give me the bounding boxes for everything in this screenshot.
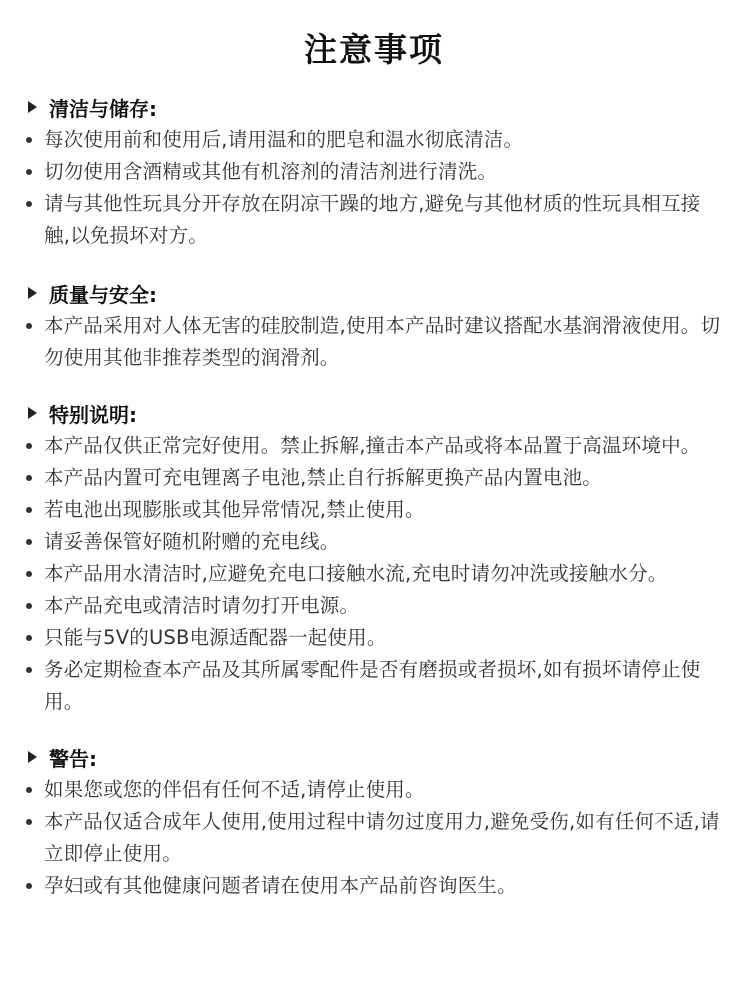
bullet-dot-icon <box>26 323 32 329</box>
list-item-text: 请妥善保管好随机附赠的充电线。 <box>44 530 340 553</box>
list-item <box>26 310 722 374</box>
bullet-dot-icon <box>26 571 32 577</box>
list-item-text: 本产品采用对人体无害的硅胶制造,使用本产品时建议搭配水基润滑液使用。切勿使用其他非推荐类型的润滑剂。 <box>44 314 721 369</box>
triangle-bullet-icon <box>28 407 37 419</box>
bullet-dot-icon <box>26 169 32 175</box>
triangle-bullet-icon <box>28 287 37 299</box>
list-item-text: 只能与5V的USB电源适配器一起使用。 <box>44 626 387 649</box>
section-heading-text: 警告: <box>49 746 97 771</box>
bullet-dot-icon <box>26 137 32 143</box>
bullet-dot-icon <box>26 667 32 673</box>
list-item <box>26 590 722 622</box>
section-heading-text: 清洁与储存: <box>49 96 157 121</box>
section-heading-text: 特别说明: <box>49 402 137 427</box>
list-item-text: 孕妇或有其他健康问题者请在使用本产品前咨询医生。 <box>44 874 517 897</box>
list-item <box>26 558 722 590</box>
section-special-notes <box>26 396 722 718</box>
list-item <box>26 494 722 526</box>
bullet-dot-icon <box>26 819 32 825</box>
bullet-dot-icon <box>26 883 32 889</box>
bullet-dot-icon <box>26 635 32 641</box>
bullet-list <box>26 430 722 718</box>
list-item <box>26 654 722 718</box>
triangle-bullet-icon <box>28 101 37 113</box>
triangle-bullet-icon <box>28 751 37 763</box>
list-item <box>26 870 722 902</box>
bullet-list <box>26 124 722 252</box>
list-item-text: 本产品内置可充电锂离子电池,禁止自行拆解更换产品内置电池。 <box>44 466 602 489</box>
bullet-dot-icon <box>26 443 32 449</box>
list-item-text: 每次使用前和使用后,请用温和的肥皂和温水彻底清洁。 <box>44 128 524 151</box>
page-title: 注意事项 <box>304 30 444 69</box>
list-item-text: 请与其他性玩具分开存放在阴凉干躁的地方,避免与其他材质的性玩具相互接触,以免损坏对方。 <box>44 192 701 247</box>
section-heading <box>26 276 722 310</box>
section-quality-safety <box>26 276 722 374</box>
list-item <box>26 806 722 870</box>
section-heading <box>26 396 722 430</box>
list-item-text: 务必定期检查本产品及其所属零配件是否有磨损或者损坏,如有损坏请停止使用。 <box>44 658 701 713</box>
list-item <box>26 124 722 156</box>
list-item <box>26 622 722 654</box>
section-cleaning-storage <box>26 90 722 252</box>
bullet-dot-icon <box>26 475 32 481</box>
list-item <box>26 156 722 188</box>
section-warning <box>26 740 722 902</box>
list-item <box>26 188 722 252</box>
list-item-text: 若电池出现膨胀或其他异常情况,禁止使用。 <box>44 498 425 521</box>
bullet-dot-icon <box>26 539 32 545</box>
bullet-dot-icon <box>26 603 32 609</box>
list-item <box>26 774 722 806</box>
list-item <box>26 462 722 494</box>
list-item-text: 本产品仅适合成年人使用,使用过程中请勿过度用力,避免受伤,如有任何不适,请立即停止使用。 <box>44 810 720 865</box>
list-item-text: 如果您或您的伴侣有任何不适,请停止使用。 <box>44 778 425 801</box>
bullet-list <box>26 774 722 902</box>
list-item <box>26 430 722 462</box>
bullet-list <box>26 310 722 374</box>
list-item-text: 本产品充电或清洁时请勿打开电源。 <box>44 594 360 617</box>
bullet-dot-icon <box>26 507 32 513</box>
list-item-text: 本产品仅供正常完好使用。禁止拆解,撞击本产品或将本品置于高温环境中。 <box>44 434 701 457</box>
bullet-dot-icon <box>26 201 32 207</box>
list-item-text: 切勿使用含酒精或其他有机溶剂的清洁剂进行清洗。 <box>44 160 498 183</box>
list-item-text: 本产品用水清洁时,应避免充电口接触水流,充电时请勿冲洗或接触水分。 <box>44 562 668 585</box>
section-heading <box>26 90 722 124</box>
section-heading-text: 质量与安全: <box>49 282 157 307</box>
section-heading <box>26 740 722 774</box>
list-item <box>26 526 722 558</box>
bullet-dot-icon <box>26 787 32 793</box>
